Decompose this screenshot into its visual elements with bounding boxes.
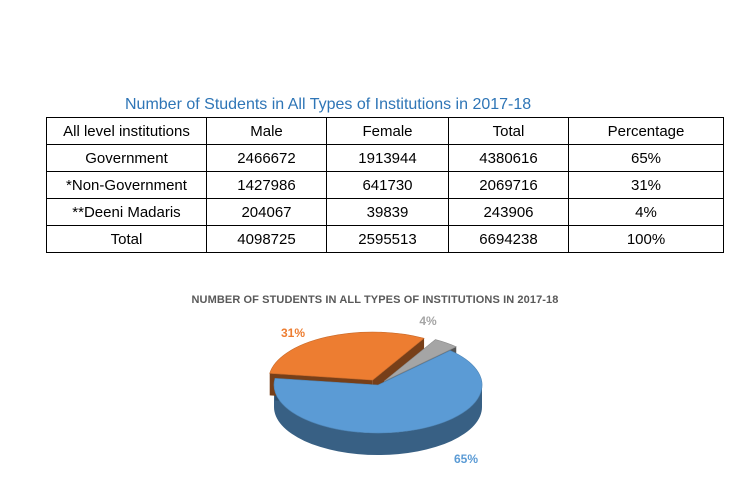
header-male: Male [207, 118, 327, 145]
cell-total: 2069716 [449, 172, 569, 199]
chart-title: NUMBER OF STUDENTS IN ALL TYPES OF INSTITUTIONS IN 2017-18 [191, 294, 559, 306]
cell-percentage: 31% [569, 172, 724, 199]
table-title: Number of Students in All Types of Institutions in 2017-18 [125, 96, 532, 113]
cell-percentage: 4% [569, 199, 724, 226]
cell-male: 4098725 [207, 226, 327, 253]
cell-female: 2595513 [327, 226, 449, 253]
cell-female: 641730 [327, 172, 449, 199]
cell-institution: *Non-Government [47, 172, 207, 199]
cell-percentage: 65% [569, 145, 724, 172]
pie-slice-label: 65% [453, 452, 479, 466]
header-institutions: All level institutions [47, 118, 207, 145]
cell-female: 39839 [327, 199, 449, 226]
cell-male: 204067 [207, 199, 327, 226]
cell-female: 1913944 [327, 145, 449, 172]
cell-total: 243906 [449, 199, 569, 226]
pie-slice-label: 31% [280, 326, 306, 340]
cell-male: 1427986 [207, 172, 327, 199]
header-female: Female [327, 118, 449, 145]
header-total: Total [449, 118, 569, 145]
cell-total: 6694238 [449, 226, 569, 253]
pie-slice-label: 4% [419, 314, 437, 328]
cell-institution: Total [47, 226, 207, 253]
header-percentage: Percentage [569, 118, 724, 145]
cell-percentage: 100% [569, 226, 724, 253]
cell-male: 2466672 [207, 145, 327, 172]
cell-institution: Government [47, 145, 207, 172]
cell-total: 4380616 [449, 145, 569, 172]
cell-institution: **Deeni Madaris [47, 199, 207, 226]
